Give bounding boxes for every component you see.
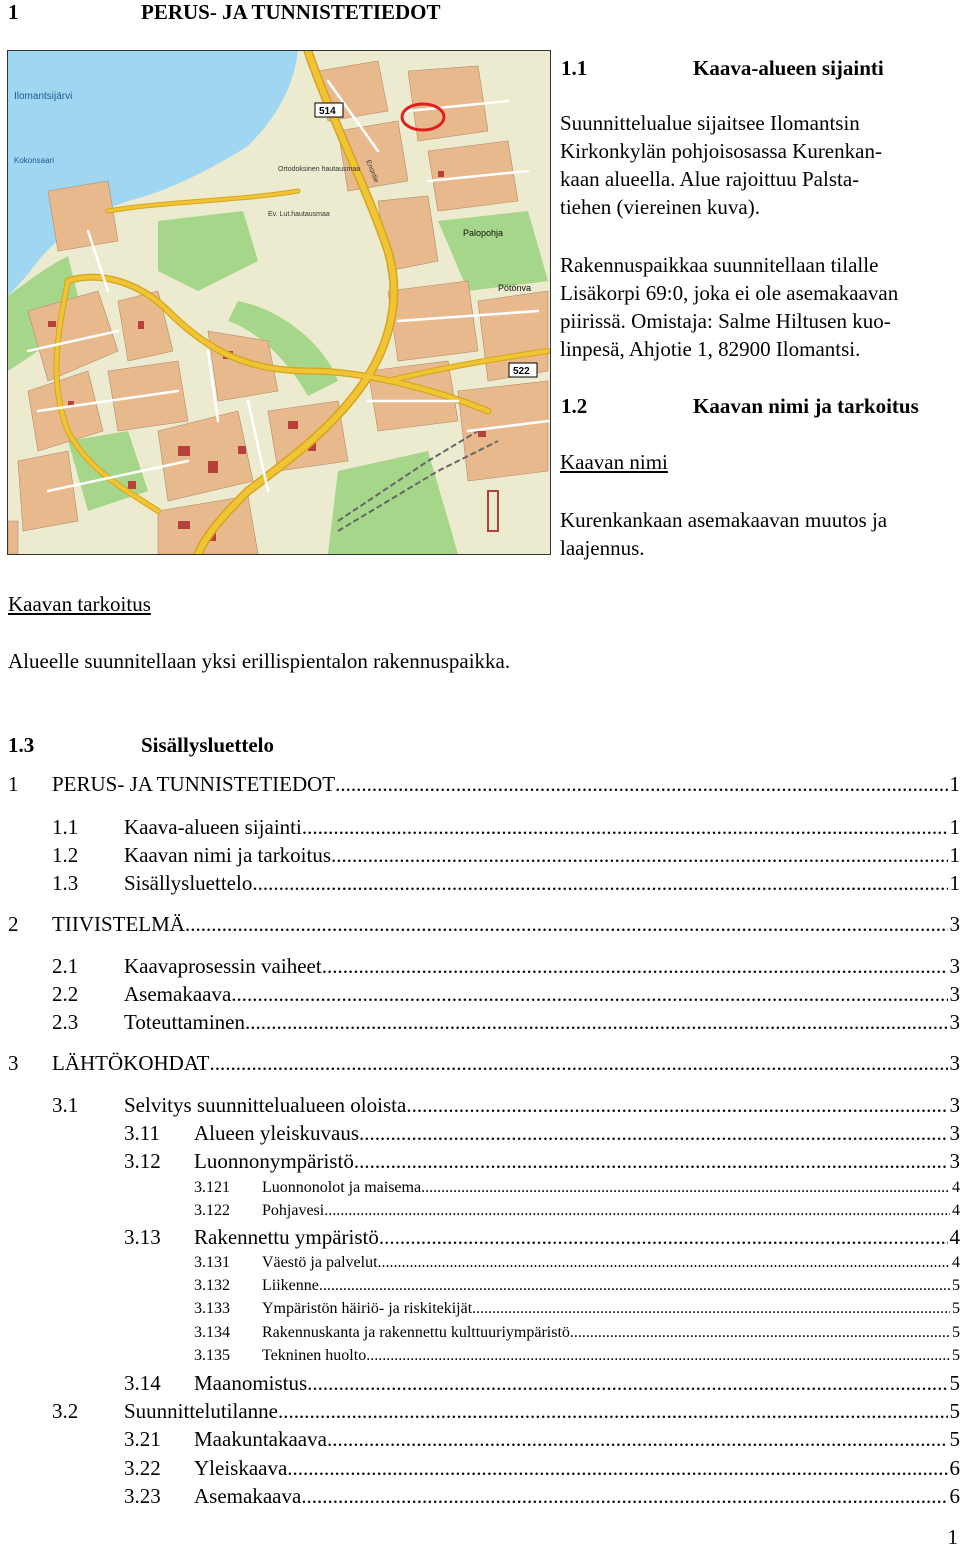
toc-title: PERUS- JA TUNNISTETIEDOT [52,772,336,796]
cemetery-label-2: Ev. Lut.hautausmaa [268,211,330,218]
toc-number: 3.132 [194,1277,230,1294]
road-514-label: 514 [319,106,336,117]
toc-number: 1.1 [52,815,79,839]
toc-title: Maanomistus [194,1371,308,1395]
kaavan-tarkoitus-heading: Kaavan tarkoitus [8,592,151,616]
toc-number: 3.135 [194,1347,230,1364]
toc-number: 3.2 [52,1399,79,1423]
toc-entry[interactable] [0,1149,960,1175]
toc-page: 3 [949,1093,960,1117]
chapter-number: 1 [8,0,19,24]
sec11-p2-l2: Lisäkorpi 69:0, joka ei ole asemakaavan [560,281,899,305]
toc-page: 3 [949,1149,960,1173]
toc-title: Väestö ja palvelut [262,1254,378,1271]
toc-entry[interactable] [0,1484,960,1510]
toc-entry[interactable] [0,1225,960,1251]
toc-number: 3 [8,1051,19,1075]
toc-title: Tekninen huolto [262,1347,367,1364]
section-1-2-title: Kaavan nimi ja tarkoitus [693,394,919,418]
toc-number: 1 [8,772,19,796]
toc-entry[interactable] [0,912,960,938]
toc-page: 5 [949,1371,960,1395]
toc-title: Kaavaprosessin vaiheet [124,954,322,978]
toc-entry[interactable] [0,871,960,897]
place-label-potonva: Pötönva [498,283,532,293]
road-522-label: 522 [513,366,530,377]
street-label: Enontie [364,159,380,184]
toc-page: 4 [949,1225,960,1249]
sec11-p1-l1: Suunnittelualue sijaitsee Ilomantsin [560,111,860,135]
toc-page: 5 [952,1300,960,1317]
toc-entry[interactable] [0,1399,960,1425]
toc-number: 2.3 [52,1010,79,1034]
toc-title: Yleiskaava [194,1456,288,1480]
toc-title: Asemakaava [194,1484,302,1508]
toc-title: TIIVISTELMÄ [52,912,185,936]
toc-entry[interactable] [0,954,960,980]
toc-title: Alueen yleiskuvaus [194,1121,360,1145]
page-number: 1 [947,1525,958,1549]
toc-entry[interactable] [0,1371,960,1397]
toc-entry[interactable] [0,815,960,841]
kaavan-nimi-heading: Kaavan nimi [560,450,668,474]
toc-number: 3.21 [124,1427,161,1451]
toc-number: 2.2 [52,982,79,1006]
lake-label: Ilomantsijärvi [14,91,73,102]
toc-page: 3 [949,1010,960,1034]
toc-entry[interactable] [0,843,960,869]
toc-page: 1 [949,815,960,839]
sec11-p1-l4: tiehen (viereinen kuva). [560,195,760,219]
toc-title: Rakennettu ympäristö [194,1225,379,1249]
toc-number: 3.11 [124,1121,160,1145]
toc-number: 2.1 [52,954,79,978]
section-1-3-title: Sisällysluettelo [141,733,275,757]
toc-page: 5 [952,1324,960,1341]
toc-number: 3.22 [124,1456,161,1480]
toc-number: 3.1 [52,1093,79,1117]
sec11-p2-l1: Rakennuspaikkaa suunnitellaan tilalle [560,253,879,277]
kaavan-tarkoitus-text: Alueelle suunnitellaan yksi erillispientalon rakennuspaikka. [8,649,511,673]
toc-page: 5 [952,1277,960,1294]
toc-title: Asemakaava [124,982,232,1006]
toc-entry[interactable] [0,1093,960,1119]
toc-number: 1.2 [52,843,79,867]
toc-number: 3.122 [194,1202,230,1219]
section-1-3-number: 1.3 [8,733,35,757]
toc-title: Ympäristön häiriö- ja riskitekijät [262,1300,473,1317]
toc-number: 2 [8,912,19,936]
toc-page: 3 [949,912,960,936]
sec11-p1-l2: Kirkonkylän pohjoisosassa Kurenkan- [560,139,882,163]
toc-number: 3.14 [124,1371,161,1395]
kaavan-nimi-l1: Kurenkankaan asemakaavan muutos ja [560,508,888,532]
toc-number: 3.133 [194,1300,230,1317]
toc-entry[interactable] [0,1121,960,1147]
toc-number: 3.23 [124,1484,161,1508]
toc-title: Maakuntakaava [194,1427,327,1451]
toc-page: 3 [949,1121,960,1145]
island-label: Kokonsaari [14,156,55,165]
map-graphic [8,51,550,554]
toc-entry[interactable] [0,1051,960,1077]
kaavan-nimi-l2: laajennus. [560,536,645,560]
toc-entry[interactable] [0,1456,960,1482]
toc-page: 3 [949,1051,960,1075]
toc-page: 6 [949,1484,960,1508]
toc-page: 1 [949,772,960,796]
sec11-p2-l4: linpesä, Ahjotie 1, 82900 Ilomantsi. [560,337,861,361]
toc-title: Liikenne [262,1277,319,1294]
toc-page: 4 [952,1202,960,1219]
sec11-p2-l3: piirissä. Omistaja: Salme Hiltusen kuo- [560,309,891,333]
sec11-p1-l3: kaan alueella. Alue rajoittuu Palsta- [560,167,860,191]
toc-title: Kaavan nimi ja tarkoitus [124,843,332,867]
toc-title: Suunnittelutilanne [124,1399,278,1423]
toc-page: 1 [949,871,960,895]
toc-page: 3 [949,982,960,1006]
toc-page: 3 [949,954,960,978]
toc-title: Sisällysluettelo [124,871,253,895]
toc-page: 5 [949,1427,960,1451]
toc-title: Selvitys suunnittelualueen oloista [124,1093,407,1117]
chapter-title: PERUS- JA TUNNISTETIEDOT [141,0,441,24]
section-1-1-title: Kaava-alueen sijainti [693,56,884,80]
toc-entry[interactable] [0,772,960,798]
toc-title: Rakennuskanta ja rakennettu kulttuuriympäristö [262,1324,570,1341]
toc-number: 3.131 [194,1254,230,1271]
location-map [7,50,551,555]
toc-page: 5 [949,1399,960,1423]
toc-entry[interactable] [0,1427,960,1453]
toc-page: 6 [949,1456,960,1480]
toc-entry[interactable] [0,1300,960,1326]
toc-number: 3.134 [194,1324,230,1341]
toc-number: 3.12 [124,1149,161,1173]
toc-entry[interactable] [0,1010,960,1036]
place-label-palopohja: Palopohja [463,228,504,238]
cemetery-label-1: Ortodoksinen hautausmaa [278,166,361,173]
toc-title: LÄHTÖKOHDAT [52,1051,210,1075]
toc-entry[interactable] [0,982,960,1008]
section-1-1-number: 1.1 [561,56,588,80]
toc-entry[interactable] [0,1347,960,1373]
toc-title: Luonnonolot ja maisema [262,1179,422,1196]
toc-number: 3.121 [194,1179,230,1196]
section-1-2-number: 1.2 [561,394,588,418]
toc-title: Pohjavesi [262,1202,325,1219]
toc-title: Toteuttaminen [124,1010,245,1034]
toc-page: 4 [952,1254,960,1271]
toc-number: 3.13 [124,1225,161,1249]
toc-page: 5 [952,1347,960,1364]
toc-page: 1 [949,843,960,867]
toc-number: 1.3 [52,871,79,895]
toc-title: Kaava-alueen sijainti [124,815,302,839]
toc-page: 4 [952,1179,960,1196]
toc-title: Luonnonympäristö [194,1149,354,1173]
